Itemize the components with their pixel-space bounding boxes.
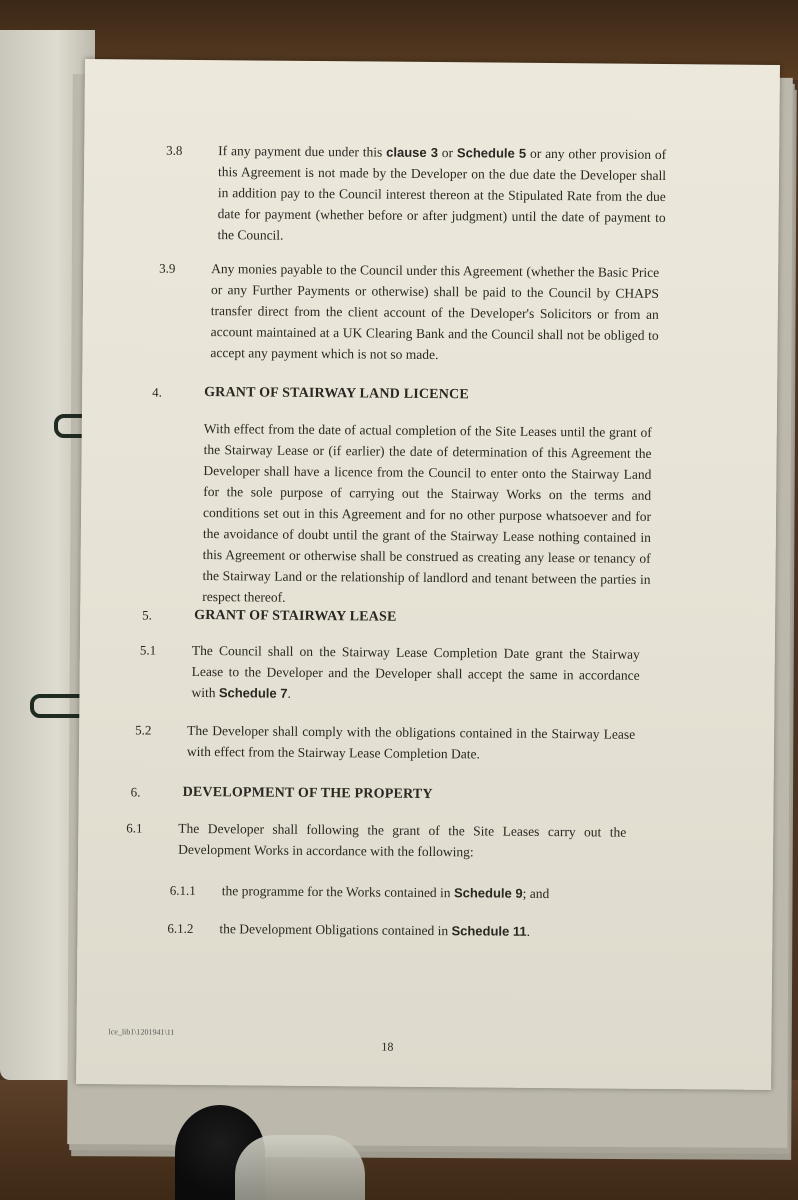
clause-number: 6.: [130, 784, 141, 800]
clause-text: The Council shall on the Stairway Lease Completion Date grant the Stairway Lease to the Developer and the Developer shall accept the same in accordance with Schedule 7.: [191, 642, 640, 701]
clause-4-text: With effect from the date of actual completion of the Site Leases until the grant of the Stairway Lease or (if earlier) the date of determination of this Agreement the Developer shall have a licence from the Council to enter onto the Stairway Land for the sole purpose of carrying out the Stairway Works on the terms and conditions set out in this Agreement and for no other purpose whatsoever and for the avoidance of doubt until the grant of the Stairway Lease nothing contained in this Agreement or otherwise shall be construed as creating any lease or tenancy of the Stairway Land or the relationship of landlord and tenant between the parties in respect thereof.: [202, 421, 652, 605]
clause-text: The Developer shall following the grant of the Site Leases carry out the Development Works in accordance with the following:: [178, 820, 627, 860]
section-heading: GRANT OF STAIRWAY LAND LICENCE: [204, 385, 469, 403]
jar-lid-icon: [235, 1135, 365, 1200]
clause-4: [152, 382, 652, 407]
section-heading: DEVELOPMENT OF THE PROPERTY: [182, 784, 433, 803]
clause-number: 5.2: [135, 722, 152, 738]
clause-5-1: [139, 639, 640, 706]
clause-number: 3.9: [159, 260, 176, 276]
clause-number: 6.1.1: [169, 882, 196, 898]
clause-6-1-1: [170, 880, 650, 905]
clause-text: If any payment due under this clause 3 or Schedule 5 or any other provision of this Agreement is not made by the Developer on the due date the Developer shall in addition pay to the Council interest thereon at the Stipulated Rate from the due date for payment (whether before or after judgment) until the date of payment to the Council.: [217, 143, 667, 243]
clause-number: 5.1: [139, 642, 157, 658]
clause-number: 6.1.2: [167, 920, 194, 936]
clause-6-1-2: [167, 918, 647, 943]
clause-3-9: [158, 258, 659, 367]
clause-number: 6.1: [126, 820, 143, 836]
clause-5: [142, 604, 642, 629]
clause-text: the Development Obligations contained in Schedule 11.: [219, 921, 531, 939]
clause-number: 4.: [152, 384, 162, 400]
clause-text: Any monies payable to the Council under this Agreement (whether the Basic Price or any Further Payments or otherwise) shall be paid to the Council by CHAPS transfer direct from the client account of the Developer's Solicitors or from an account maintained at a UK Clearing Bank and the Council shall not be obliged to accept any payment which is not so made.: [210, 261, 660, 363]
document-page: [76, 59, 780, 1090]
clause-6: [131, 781, 631, 806]
clause-number: 3.8: [166, 142, 183, 158]
page-content: [76, 59, 780, 1090]
clause-number: 5.: [142, 607, 152, 623]
document-reference: lce_lib1\1201941\11: [108, 1027, 175, 1037]
clause-text: the programme for the Works contained in Schedule 9; and: [221, 883, 550, 902]
clause-5-2: [135, 719, 635, 765]
clause-text: The Developer shall comply with the obligations contained in the Stairway Lease with effect from the Stairway Lease Completion Date.: [186, 722, 636, 762]
clause-6-1: [126, 817, 626, 863]
page-number: 18: [381, 1039, 394, 1054]
section-heading: GRANT OF STAIRWAY LEASE: [194, 607, 397, 625]
clause-3-8: [165, 140, 666, 249]
